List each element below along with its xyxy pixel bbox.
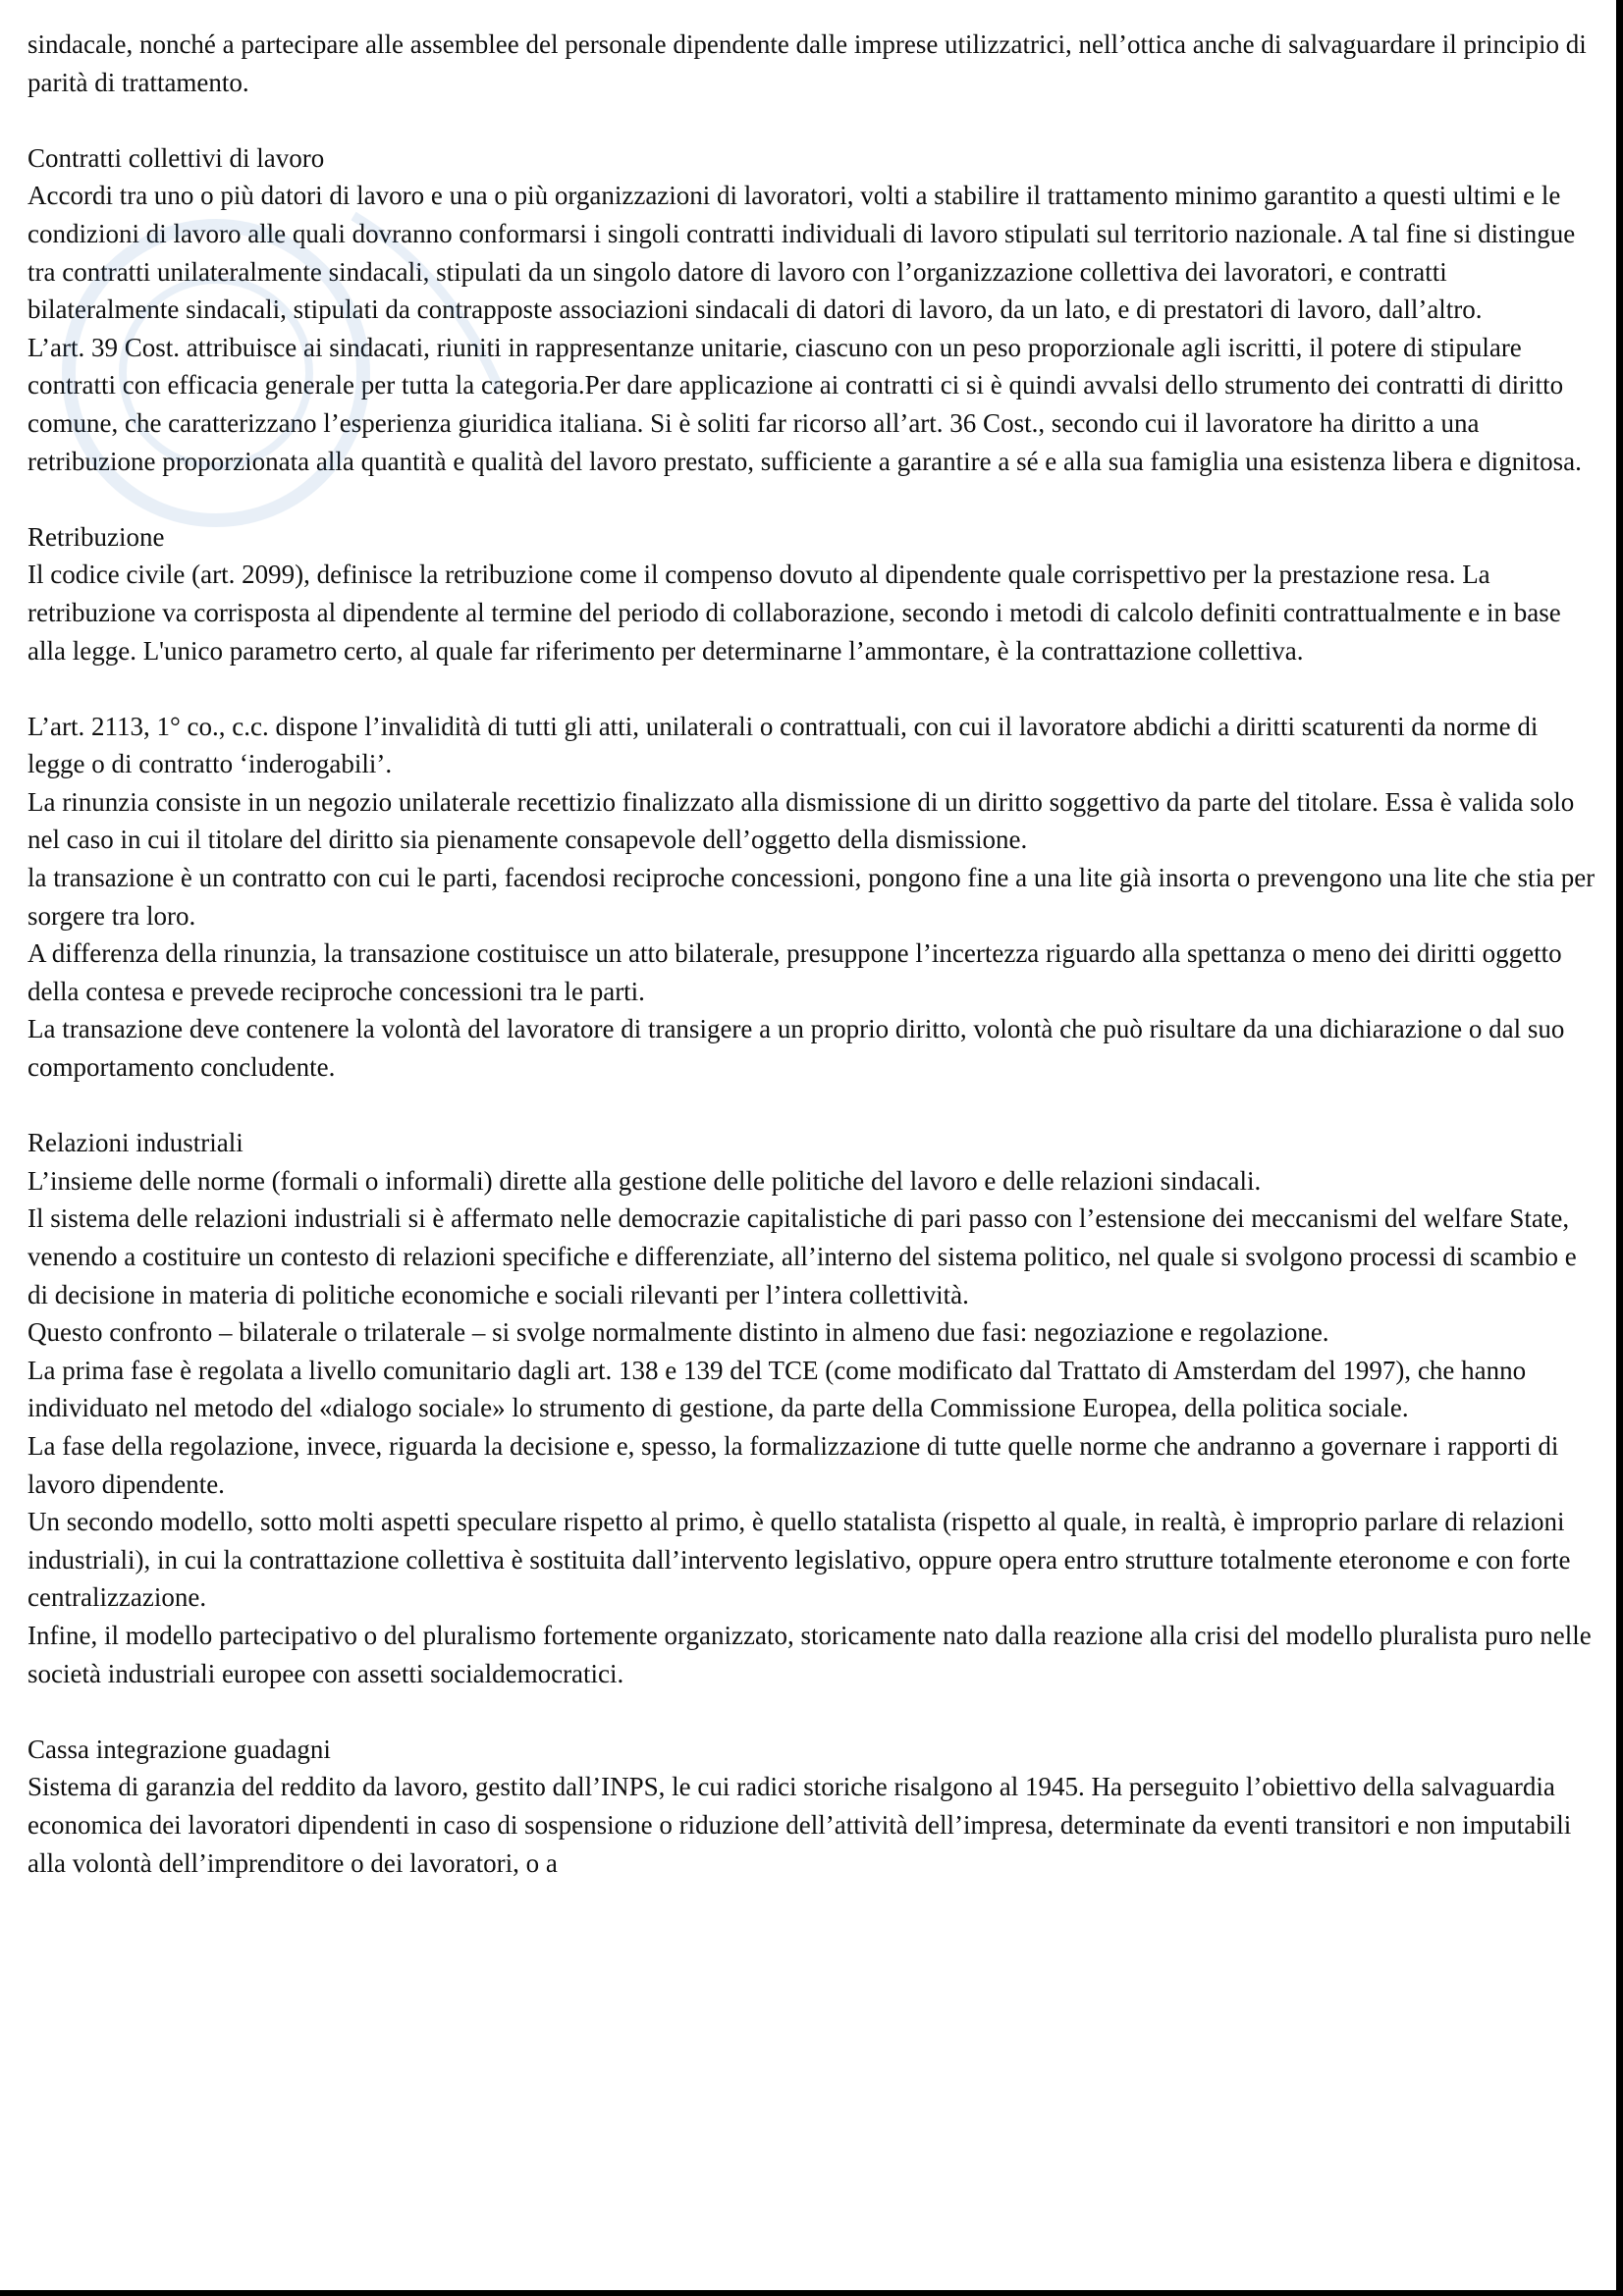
scanned-page (27, 26, 1598, 2273)
blank-line (27, 669, 1598, 708)
blank-line (27, 1692, 1598, 1731)
paragraph: la transazione è un contratto con cui le parti, facendosi reciproche concessioni, pongono fine a una lite già insorta o prevengono una lite che stia per sorgere tra loro. (27, 863, 1596, 931)
paragraph: Accordi tra uno o più datori di lavoro e una o più organizzazioni di lavoratori, volti a stabilire il trattamento minimo garantito a questi ultimi e le condizioni di lavoro alle quali dovranno conformarsi i singoli contratti individuali di lavoro stipulati sul territorio nazionale. A tal fine si distingue tra contratti unilateralmente sindacali, stipulati da un singolo datore di lavoro con l’organizzazione collettiva dei lavoratori, e contratti bilateralmente sindacali, stipulati da contrapposte associazioni sindacali di datori di lavoro, da un lato, e di prestatori di lavoro, dall’altro. (27, 181, 1576, 325)
paragraph: Un secondo modello, sotto molti aspetti speculare rispetto al primo, è quello statalista (rispetto al quale, in realtà, è improprio parlare di relazioni industriali), in cui la contrattazione collettiva è sostituita dall’intervento legislativo, oppure opera entro strutture totalmente eteronome e con forte centralizzazione. (27, 1507, 1571, 1613)
intro-paragraph: sindacale, nonché a partecipare alle assemblee del personale dipendente dalle imprese utilizzatrici, nell’ottica anche di salvaguardare il principio di parità di trattamento. (27, 29, 1587, 97)
paragraph: La prima fase è regolata a livello comunitario dagli art. 138 e 139 del TCE (come modificato dal Trattato di Amsterdam del 1997), che hanno individuato nel metodo del «dialogo sociale» lo strumento di gestione, da parte della Commissione Europea, della politica sociale. (27, 1355, 1527, 1423)
heading-cassa-integrazione: Cassa integrazione guadagni (27, 1734, 331, 1764)
heading-relazioni-industriali: Relazioni industriali (27, 1128, 243, 1158)
paragraph: Infine, il modello partecipativo o del pluralismo fortemente organizzato, storicamente nato dalla reazione alla crisi del modello pluralista puro nelle società industriali europee con assetti socialdemocratici. (27, 1620, 1592, 1688)
heading-retribuzione: Retribuzione (27, 521, 165, 552)
paragraph: L’insieme delle norme (formali o informali) dirette alla gestione delle politiche del lavoro e delle relazioni sindacali. (27, 1165, 1262, 1196)
scan-edge-right (1616, 0, 1623, 2296)
paragraph: La transazione deve contenere la volontà del lavoratore di transigere a un proprio diritto, volontà che può risultare da una dichiarazione o dal suo comportamento concludente. (27, 1014, 1565, 1083)
paragraph: La rinunzia consiste in un negozio unilaterale recettizio finalizzato alla dismissione di un diritto soggettivo da parte del titolare. Essa è valida solo nel caso in cui il titolare del diritto sia pienamente consapevole dell’oggetto della dismissione. (27, 786, 1575, 855)
blank-line (27, 480, 1598, 518)
paragraph: Il codice civile (art. 2099), definisce la retribuzione come il compenso dovuto al dipendente quale corrispettivo per la prestazione resa. La retribuzione va corrisposta al dipendente al termine del periodo di collaborazione, secondo i metodi di calcolo definiti contrattualmente e in base alla legge. L'unico parametro certo, al quale far riferimento per determinarne l’ammontare, è la contrattazione collettiva. (27, 560, 1561, 666)
heading-contratti-collettivi: Contratti collettivi di lavoro (27, 142, 325, 173)
blank-line (27, 1087, 1598, 1125)
paragraph: L’art. 39 Cost. attribuisce ai sindacati, riuniti in rappresentanze unitarie, ciascuno con un peso proporzionale agli iscritti, il potere di stipulare contratti con efficacia generale per tutta la categoria.Per dare applicazione ai contratti ci si è quindi avvalsi dello strumento dei contratti di diritto comune, che caratterizzano l’esperienza giuridica italiana. Si è soliti far ricorso all’art. 36 Cost., secondo cui il lavoratore ha diritto a una retribuzione proporzionata alla quantità e qualità del lavoro prestato, sufficiente a garantire a sé e alla sua famiglia una esistenza libera e dignitosa. (27, 332, 1582, 476)
blank-line (27, 101, 1598, 139)
paragraph: Sistema di garanzia del reddito da lavoro, gestito dall’INPS, le cui radici storiche risalgono al 1945. Ha perseguito l’obiettivo della salvaguardia economica dei lavoratori dipendenti in caso di sospensione o riduzione dell’attività dell’impresa, determinate da eventi transitori e non imputabili alla volontà dell’imprenditore o dei lavoratori, o a (27, 1772, 1572, 1878)
scan-edge-bottom (0, 2290, 1623, 2296)
paragraph: A differenza della rinunzia, la transazione costituisce un atto bilaterale, presuppone l’incertezza riguardo alla spettanza o meno dei diritti oggetto della contesa e prevede reciproche concessioni tra le parti. (27, 938, 1562, 1006)
paragraph: Questo confronto – bilaterale o trilaterale – si svolge normalmente distinto in almeno due fasi: negoziazione e regolazione. (27, 1317, 1329, 1348)
paragraph: La fase della regolazione, invece, riguarda la decisione e, spesso, la formalizzazione di tutte quelle norme che andranno a governare i rapporti di lavoro dipendente. (27, 1430, 1559, 1499)
paragraph: Il sistema delle relazioni industriali si è affermato nelle democrazie capitalistiche di pari passo con l’estensione dei meccanismi del welfare State, venendo a costituire un contesto di relazioni specifiche e differenziate, all’interno del sistema politico, nel quale si svolgono processi di scambio e di decisione in materia di politiche economiche e sociali rilevanti per l’intera collettività. (27, 1203, 1577, 1309)
paragraph: L’art. 2113, 1° co., c.c. dispone l’invalidità di tutti gli atti, unilaterali o contrattuali, con cui il lavoratore abdichi a diritti scaturenti da norme di legge o di contratto ‘inderogabili’. (27, 711, 1539, 779)
